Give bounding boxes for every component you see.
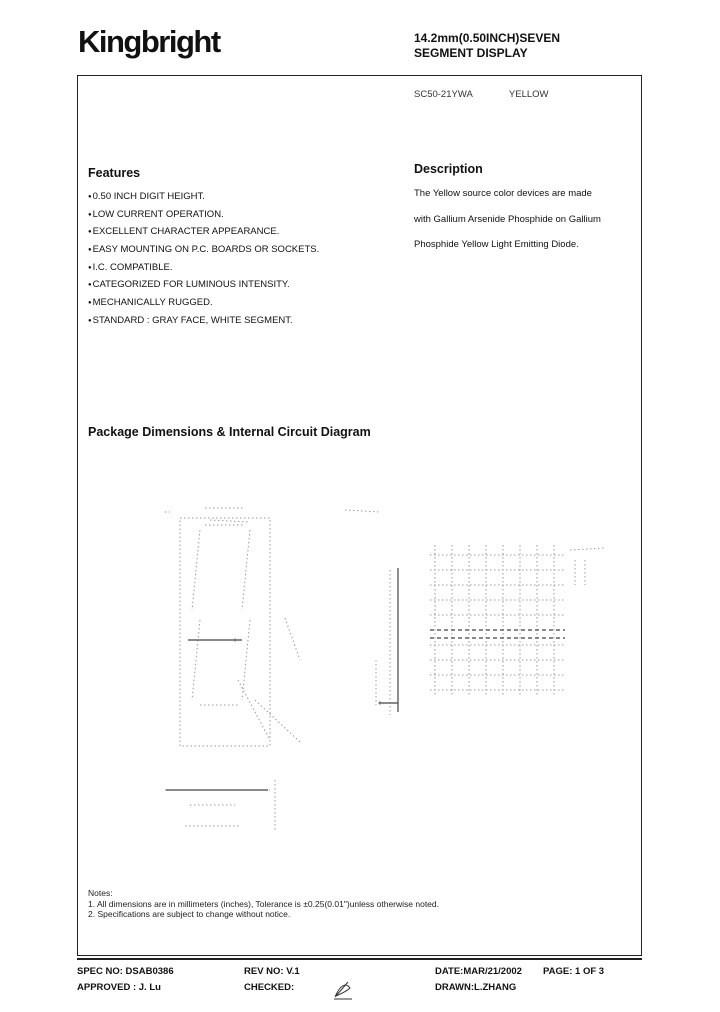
package-heading: Package Dimensions & Internal Circuit Diagram [88,425,371,439]
front-view-outline [180,518,270,746]
title-line-2: SEGMENT DISPLAY [414,46,528,60]
feature-item: ● EXCELLENT CHARACTER APPEARANCE. [88,226,319,244]
feature-item: ● MECHANICALLY RUGGED. [88,297,319,315]
approved: APPROVED : J. Lu [77,982,161,993]
part-color: YELLOW [508,89,549,100]
note-item: 2. Specifications are subject to change without notice. [88,909,291,919]
note-item: 1. All dimensions are in millimeters (inches), Tolerance is ±0.25(0.01")unless otherwise noted. [88,898,439,909]
description-line: The Yellow source color devices are made [414,188,592,199]
feature-item: ● 0.50 INCH DIGIT HEIGHT. [88,191,319,209]
checked-signature [334,982,352,999]
feature-item: ● LOW CURRENT OPERATION. [88,209,319,227]
checked: CHECKED: [244,982,295,993]
page-number: PAGE: 1 OF 3 [543,966,605,977]
part-number: SC50-21YWA [414,89,473,100]
drawn: DRAWN:L.ZHANG [435,982,517,993]
notes [88,888,439,920]
date: DATE:MAR/21/2002 [435,966,522,977]
spec-no: SPEC NO: DSAB0386 [77,966,174,977]
description-line: with Gallium Arsenide Phosphide on Gallium [414,213,601,225]
description-line: Phosphide Yellow Light Emitting Diode. [414,239,579,250]
feature-item: ● EASY MOUNTING ON P.C. BOARDS OR SOCKETS. [88,244,319,262]
feature-item: ● I.C. COMPATIBLE. [88,262,319,280]
title-line-1: 14.2mm(0.50INCH)SEVEN [414,31,561,45]
features-heading: Features [88,166,141,180]
feature-item: ● CATEGORIZED FOR LUMINOUS INTENSITY. [88,279,319,297]
kingbright-logo: Kingbright [78,24,220,59]
description-heading: Description [414,162,483,176]
footer-rule [77,958,642,960]
rev-no: REV NO: V.1 [244,966,300,977]
notes-heading: Notes: [88,888,113,898]
feature-item: ● STANDARD : GRAY FACE, WHITE SEGMENT. [88,315,319,333]
